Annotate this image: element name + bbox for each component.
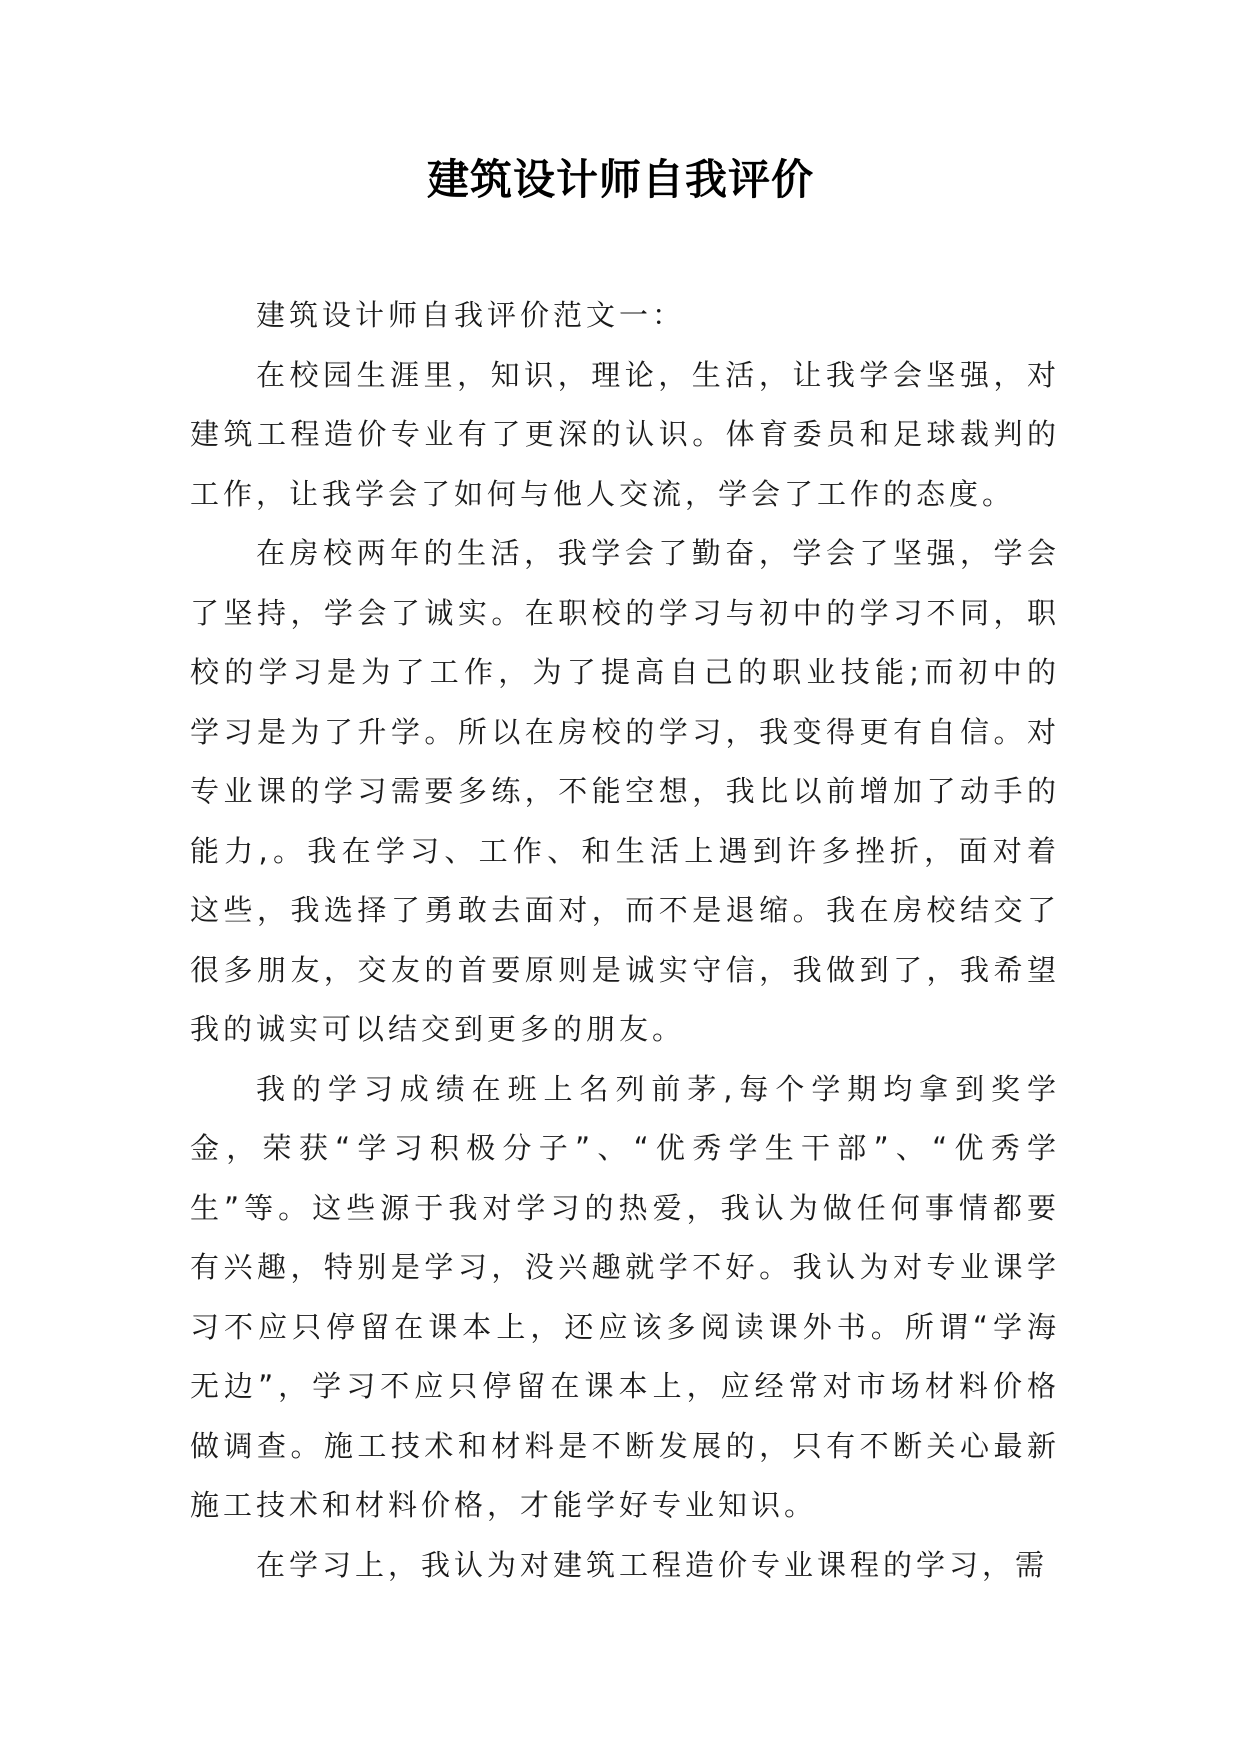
paragraph: 在校园生涯里，知识，理论，生活，让我学会坚强，对建筑工程造价专业有了更深的认识。体育委员和足球裁判的工作，让我学会了如何与他人交流，学会了工作的态度。 [190, 357, 1060, 511]
paragraph: 在房校两年的生活，我学会了勤奋，学会了坚强，学会了坚持，学会了诚实。在职校的学习与初中的学习不同，职校的学习是为了工作，为了提高自己的职业技能;而初中的学习是为了升学。所以在房校的学习，我变得更有自信。对专业课的学习需要多练，不能空想，我比以前增加了动手的能力,。我在学习、工作、和生活上遇到许多挫折，面对着这些，我选择了勇敢去面对，而不是退缩。我在房校结交了很多朋友，交友的首要原则是诚实守信，我做到了，我希望我的诚实可以结交到更多的朋友。 [190, 536, 1060, 1046]
document-title: 建筑设计师自我评价 [426, 155, 814, 204]
document-body [190, 286, 1060, 1595]
paragraph: 在学习上，我认为对建筑工程造价专业课程的学习，需 [256, 1547, 1049, 1582]
paragraph: 我的学习成绩在班上名列前茅,每个学期均拿到奖学金，荣获“学习积极分子”、“优秀学生干部”、“优秀学生”等。这些源于我对学习的热爱，我认为做任何事情都要有兴趣，特别是学习，没兴趣就学不好。我认为对专业课学习不应只停留在课本上，还应该多阅读课外书。所谓“学海无边”，学习不应只停留在课本上，应经常对市场材料价格做调查。施工技术和材料是不断发展的，只有不断关心最新施工技术和材料价格，才能学好专业知识。 [190, 1071, 1060, 1522]
paragraph-heading: 建筑设计师自我评价范文一： [256, 298, 686, 332]
